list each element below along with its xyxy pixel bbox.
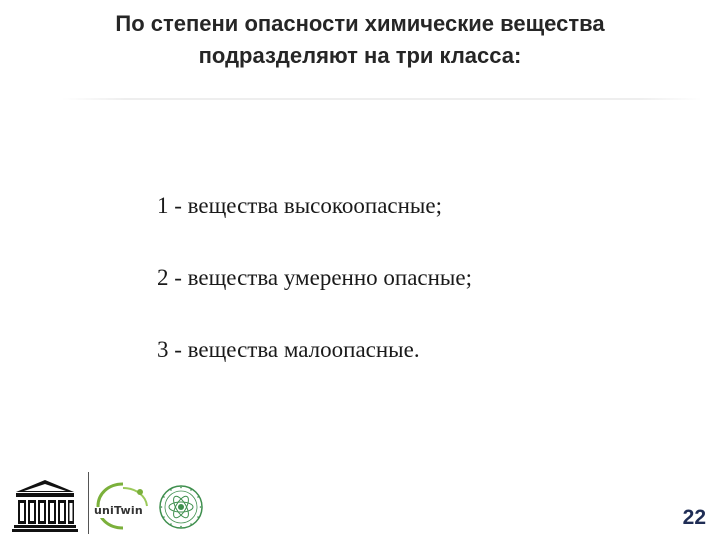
logo-separator [88, 472, 89, 534]
slide-title [20, 8, 700, 72]
slide-title-line1: По степени опасности химические вещества [115, 11, 605, 36]
title-divider [62, 98, 702, 100]
slide-title-line2: подразделяют на три класса: [198, 43, 522, 68]
unitwin-logo-text: uniTwin [94, 504, 143, 517]
list-item: 1 - вещества высокоопасные; [157, 193, 442, 218]
unesco-logo-icon [12, 478, 78, 534]
list-item: 3 - вещества малоопасные. [157, 337, 420, 362]
hazard-class-list [157, 192, 472, 408]
chemistry-seal-icon [158, 484, 204, 530]
list-item: 2 - вещества умеренно опасные; [157, 265, 472, 290]
page-number: 22 [682, 506, 706, 529]
footer-logos [12, 470, 212, 538]
